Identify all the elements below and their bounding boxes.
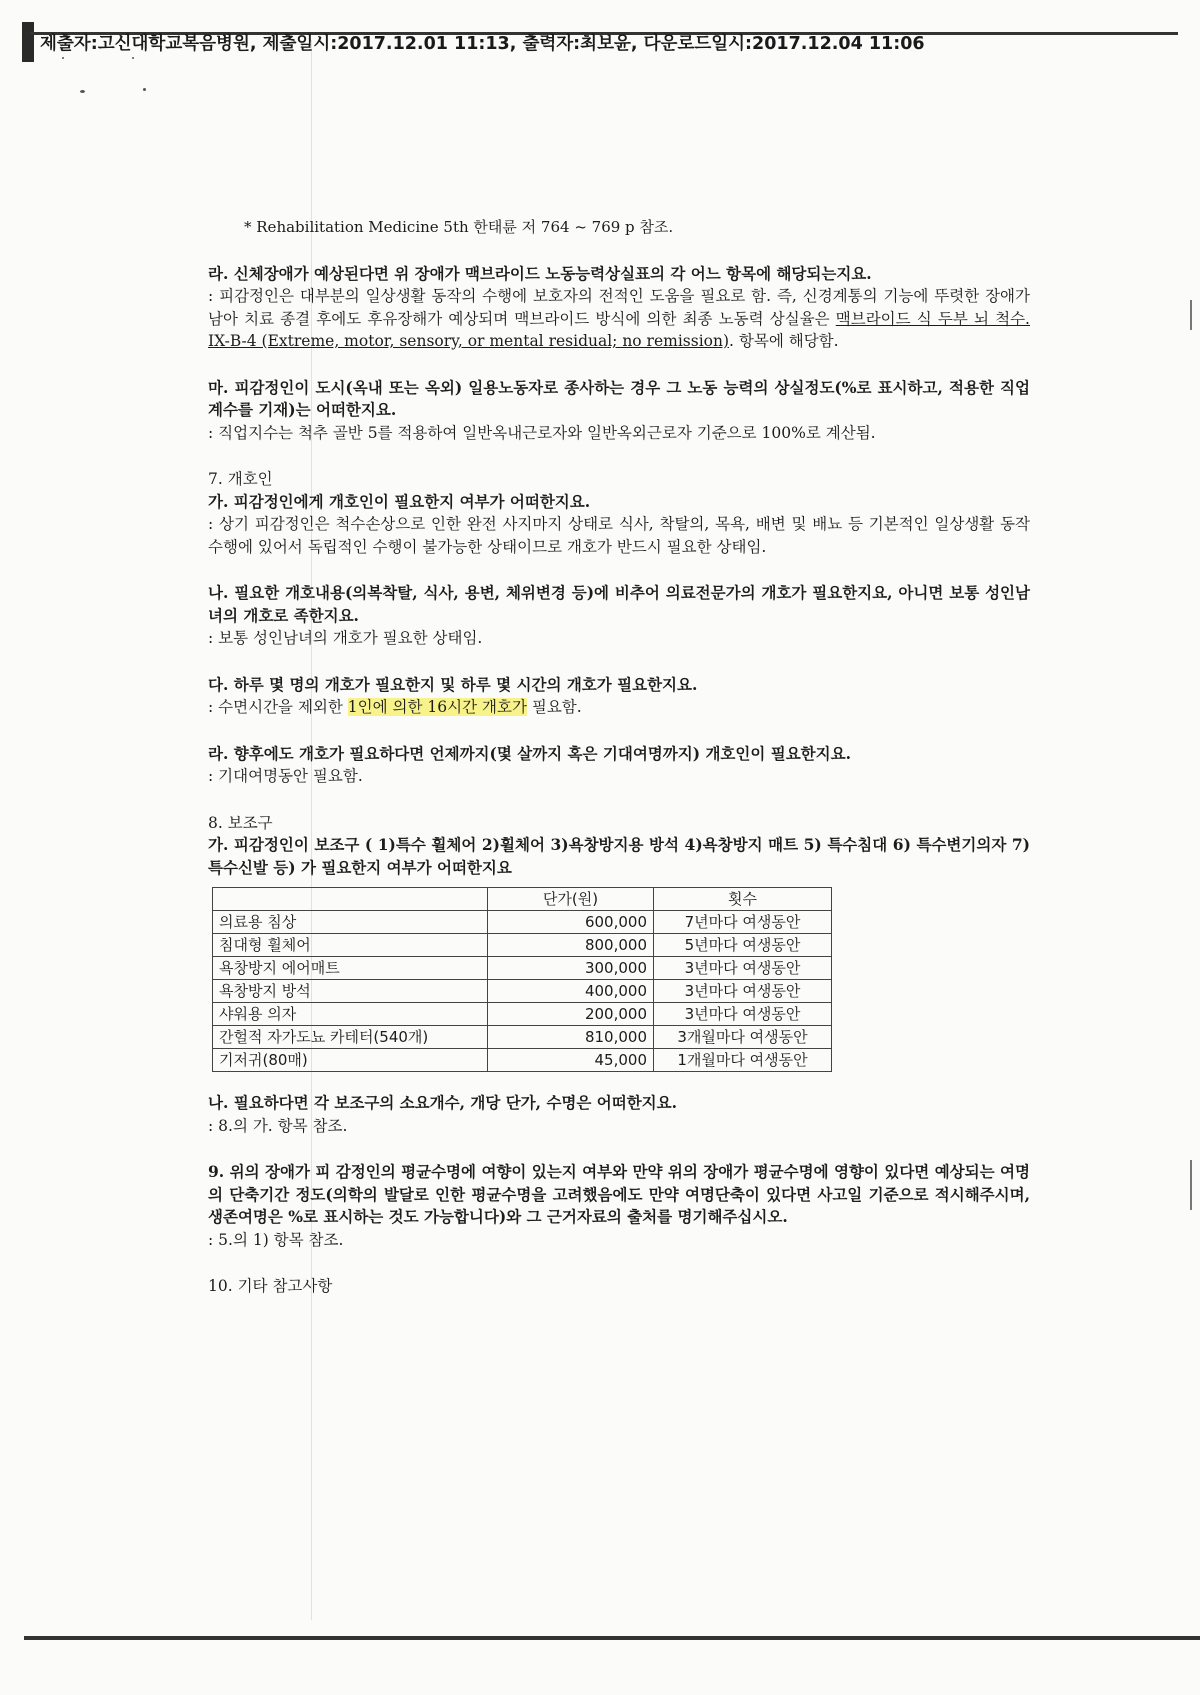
answer-8-na: : 8.의 가. 항목 참조. [208,1116,348,1135]
question-ma-labor-loss: 마. 피감정인이 도시(옥내 또는 옥외) 일용노동자로 종사하는 경우 그 노동 능력의 상실정도(%로 표시하고, 적용한 직업계수를 기재)는 어떠한지요. [208,377,1030,419]
answer-ma-labor-loss: : 직업지수는 척추 골반 5를 적용하여 일반옥내근로자와 일반옥외근로자 기준으로 100%로 계산됨. [208,423,876,442]
question-8-ga: 가. 피감정인이 보조구 ( 1)특수 휠체어 2)휠체어 3)욕창방지용 방석 4)욕창방지 매트 5) 특수침대 6) 특수변기의자 7) 특수신발 등) 가 필요한지 여부가 어떠한지요 [208,835,1030,877]
scan-speck [62,57,64,59]
answer-7-ga: : 상기 피감정인은 척수손상으로 인한 완전 사지마지 상태로 식사, 착탈의, 목욕, 배변 및 배뇨 등 기본적인 일상생활 동작수행에 있어서 독립적인 수행이 불가능한 상태이므로 개호가 반드시 필요한 상태임. [208,515,1030,556]
device-name: 욕창방지 에어매트 [213,957,488,980]
device-frequency: 5년마다 여생동안 [654,934,832,957]
scan-speck [132,57,134,59]
answer-text: : 수면시간을 제외한 [208,698,348,716]
answer-text: 필요함. [526,698,582,716]
question-9-lifespan: 9. 위의 장애가 피 감정인의 평균수명에 여향이 있는지 여부와 만약 위의 장애가 평균수명에 영향이 있다면 예상되는 여명의 단축기간 정도(의학의 발달로 인한 평균수명을 고려했음에도 만약 여명단축이 있다면 사고일 기준으로 적시해주시며, 생존여명은 %로 표시하는 것도 가능합니다)와 그 근거자료의 출처를 명기해주십시오. [208,1162,1030,1226]
answer-text: . 항목에 해당함. [729,332,839,350]
device-name: 욕창방지 방석 [213,980,488,1003]
table-row [213,980,832,1003]
mcbride-item-underlined: 맥브라이드 식 두부 뇌 척수. IX-B-4 (Extreme, motor, sensory, or mental residual; no remission) [208,309,1030,350]
device-name: 기저귀(80매) [213,1049,488,1072]
column-header-price: 단가(원) [488,888,654,911]
table-header-row [213,888,832,911]
table-row [213,1003,832,1026]
assistive-device-table [212,887,832,1072]
fax-header: 제출자:고신대학교복음병원, 제출일시:2017.12.01 11:13, 출력자:최보윤, 다운로드일시:2017.12.04 11:06 [40,34,925,54]
scan-edge-mark [22,22,34,62]
device-frequency: 3년마다 여생동안 [654,1003,832,1026]
device-price: 810,000 [488,1026,654,1049]
device-name: 샤워용 의자 [213,1003,488,1026]
device-price: 800,000 [488,934,654,957]
answer-7-ra: : 기대여명동안 필요함. [208,767,363,785]
device-frequency: 7년마다 여생동안 [654,911,832,934]
device-name: 침대형 휠체어 [213,934,488,957]
table-row [213,957,832,980]
question-8-na: 나. 필요하다면 각 보조구의 소요개수, 개당 단가, 수명은 어떠한지요. [208,1093,678,1112]
device-name: 의료용 침상 [213,911,488,934]
scan-speck [143,88,146,91]
highlighted-text: 1인에 의한 16시간 개호가 [347,698,527,716]
reference-note: * Rehabilitation Medicine 5th 한태륜 저 764 ~ 769 p 참조. [244,218,674,236]
scan-margin-mark [1190,1160,1192,1210]
device-price: 200,000 [488,1003,654,1026]
footer-rule [24,1636,1200,1640]
question-7-da: 다. 하루 몇 명의 개호가 필요한지 및 하루 몇 시간의 개호가 필요한지요. [208,674,698,694]
device-price: 400,000 [488,980,654,1003]
table-row [213,1026,832,1049]
table-row [213,934,832,957]
device-price: 600,000 [488,911,654,934]
column-header-item [213,888,488,911]
scan-speck [80,90,85,93]
question-ra-disability: 라. 신체장애가 예상된다면 위 장애가 맥브라이드 노동능력상실표의 각 어느 항목에 해당되는지요. [208,263,872,283]
document-body [208,216,1030,1298]
device-frequency: 3년마다 여생동안 [654,957,832,980]
section-10-title: 10. 기타 참고사항 [208,1277,333,1295]
answer-ra-disability [208,285,1030,353]
device-name: 간헐적 자가도뇨 카테터(540개) [213,1026,488,1049]
device-frequency: 3년마다 여생동안 [654,980,832,1003]
question-7-ra: 라. 향후에도 개호가 필요하다면 언제까지(몇 살까지 혹은 기대여명까지) 개호인이 필요한지요. [208,743,852,763]
section-8-title: 8. 보조구 [208,813,273,832]
device-frequency: 3개월마다 여생동안 [654,1026,832,1049]
answer-7-na: : 보통 성인남녀의 개호가 필요한 상태임. [208,629,483,647]
column-header-frequency: 횟수 [654,888,832,911]
table-row [213,1049,832,1072]
answer-text: : 피감정인은 대부분의 일상생활 동작의 수행에 보호자의 전적인 도움을 필요로 함. 즉, 신경계통의 기능에 뚜렷한 장애가 남아 치료 종결 후에도 후유장해가 예상되며 맥브라이드 방식에 의한 최종 노동력 상실율은 [208,287,1030,328]
device-frequency: 1개월마다 여생동안 [654,1049,832,1072]
section-7-title: 7. 개호인 [208,470,273,488]
answer-9-lifespan: : 5.의 1) 항목 참조. [208,1230,344,1249]
device-price: 300,000 [488,957,654,980]
scan-margin-mark [1190,300,1192,330]
device-price: 45,000 [488,1049,654,1072]
answer-7-da [208,696,1030,719]
question-7-na: 나. 필요한 개호내용(의복착탈, 식사, 용변, 체위변경 등)에 비추어 의료전문가의 개호가 필요한지요, 아니면 보통 성인남녀의 개호로 족한지요. [208,583,1030,625]
question-7-ga: 가. 피감정인에게 개호인이 필요한지 여부가 어떠한지요. [208,491,591,511]
table-row [213,911,832,934]
